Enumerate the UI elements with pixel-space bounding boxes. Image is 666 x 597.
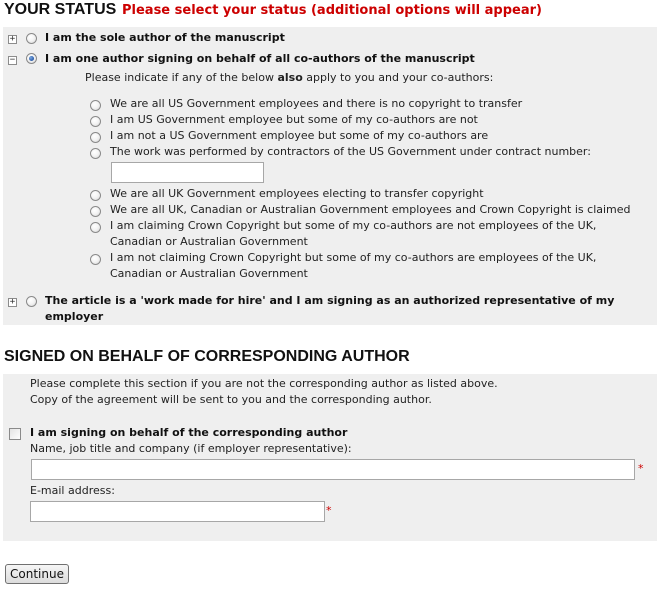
email-field-label: E-mail address: <box>30 484 115 497</box>
sub-option-label: We are all US Government employees and there is no copyright to transfer <box>110 97 523 110</box>
sub-option-radio[interactable] <box>90 222 101 233</box>
sub-option-label-continued: Canadian or Australian Government <box>110 235 308 248</box>
sub-option-radio[interactable] <box>90 132 101 143</box>
name-field-label: Name, job title and company (if employer representative): <box>30 442 352 455</box>
sub-option-label: We are all UK, Canadian or Australian Government employees and Crown Copyright is claimed <box>110 203 631 216</box>
sole-author-label: I am the sole author of the manuscript <box>45 31 285 44</box>
sub-option-label: I am not claiming Crown Copyright but some of my co-authors are employees of the UK, <box>110 251 597 264</box>
sub-option-radio[interactable] <box>90 254 101 265</box>
sub-option-label: The work was performed by contractors of the US Government under contract number: <box>110 145 591 158</box>
on-behalf-of-coauthors-radio[interactable] <box>26 53 37 64</box>
on-behalf-of-coauthors-label: I am one author signing on behalf of all co-authors of the manuscript <box>45 52 475 65</box>
sub-option-label-continued: Canadian or Australian Government <box>110 267 308 280</box>
corresponding-author-checkbox-label: I am signing on behalf of the corresponding author <box>30 426 348 439</box>
sub-option-label: I am US Government employee but some of my co-authors are not <box>110 113 478 126</box>
required-mark: * <box>638 462 644 475</box>
sub-option-label: I am claiming Crown Copyright but some of my co-authors are not employees of the UK, <box>110 219 597 232</box>
work-made-for-hire-radio[interactable] <box>26 296 37 307</box>
signed-section-title: SIGNED ON BEHALF OF CORRESPONDING AUTHOR <box>4 348 410 365</box>
collapse-icon[interactable]: − <box>9 55 16 65</box>
also-prompt-before: Please indicate if any of the below <box>85 71 278 84</box>
corresponding-author-checkbox[interactable] <box>9 428 21 440</box>
sub-option-label: We are all UK Government employees electing to transfer copyright <box>110 187 484 200</box>
sub-option-radio[interactable] <box>90 116 101 127</box>
status-instruction: Please select your status (additional options will appear) <box>122 3 542 18</box>
sub-option-radio[interactable] <box>90 190 101 201</box>
sub-option-radio[interactable] <box>90 206 101 217</box>
signed-info-line2: Copy of the agreement will be sent to you and the corresponding author. <box>30 393 432 406</box>
work-made-for-hire-label-continued: employer <box>45 310 104 323</box>
work-made-for-hire-label: The article is a 'work made for hire' and I am signing as an authorized representative of my <box>45 294 615 307</box>
expand-icon[interactable]: + <box>9 297 16 307</box>
your-status-title: YOUR STATUS <box>4 1 117 18</box>
sub-option-radio[interactable] <box>90 100 101 111</box>
name-field[interactable] <box>31 459 635 480</box>
also-prompt-emphasis: also <box>277 71 303 84</box>
also-prompt-after: apply to you and your co-authors: <box>302 71 494 84</box>
contract-number-input[interactable] <box>111 162 264 183</box>
email-field[interactable] <box>30 501 325 522</box>
also-apply-prompt <box>85 71 493 84</box>
signed-info-line1: Please complete this section if you are not the corresponding author as listed above. <box>30 377 498 390</box>
sole-author-radio[interactable] <box>26 33 37 44</box>
sub-option-radio[interactable] <box>90 148 101 159</box>
required-mark: * <box>326 504 332 517</box>
continue-button[interactable]: Continue <box>5 564 69 584</box>
sub-option-label: I am not a US Government employee but some of my co-authors are <box>110 129 489 142</box>
expand-icon[interactable]: + <box>9 34 16 44</box>
